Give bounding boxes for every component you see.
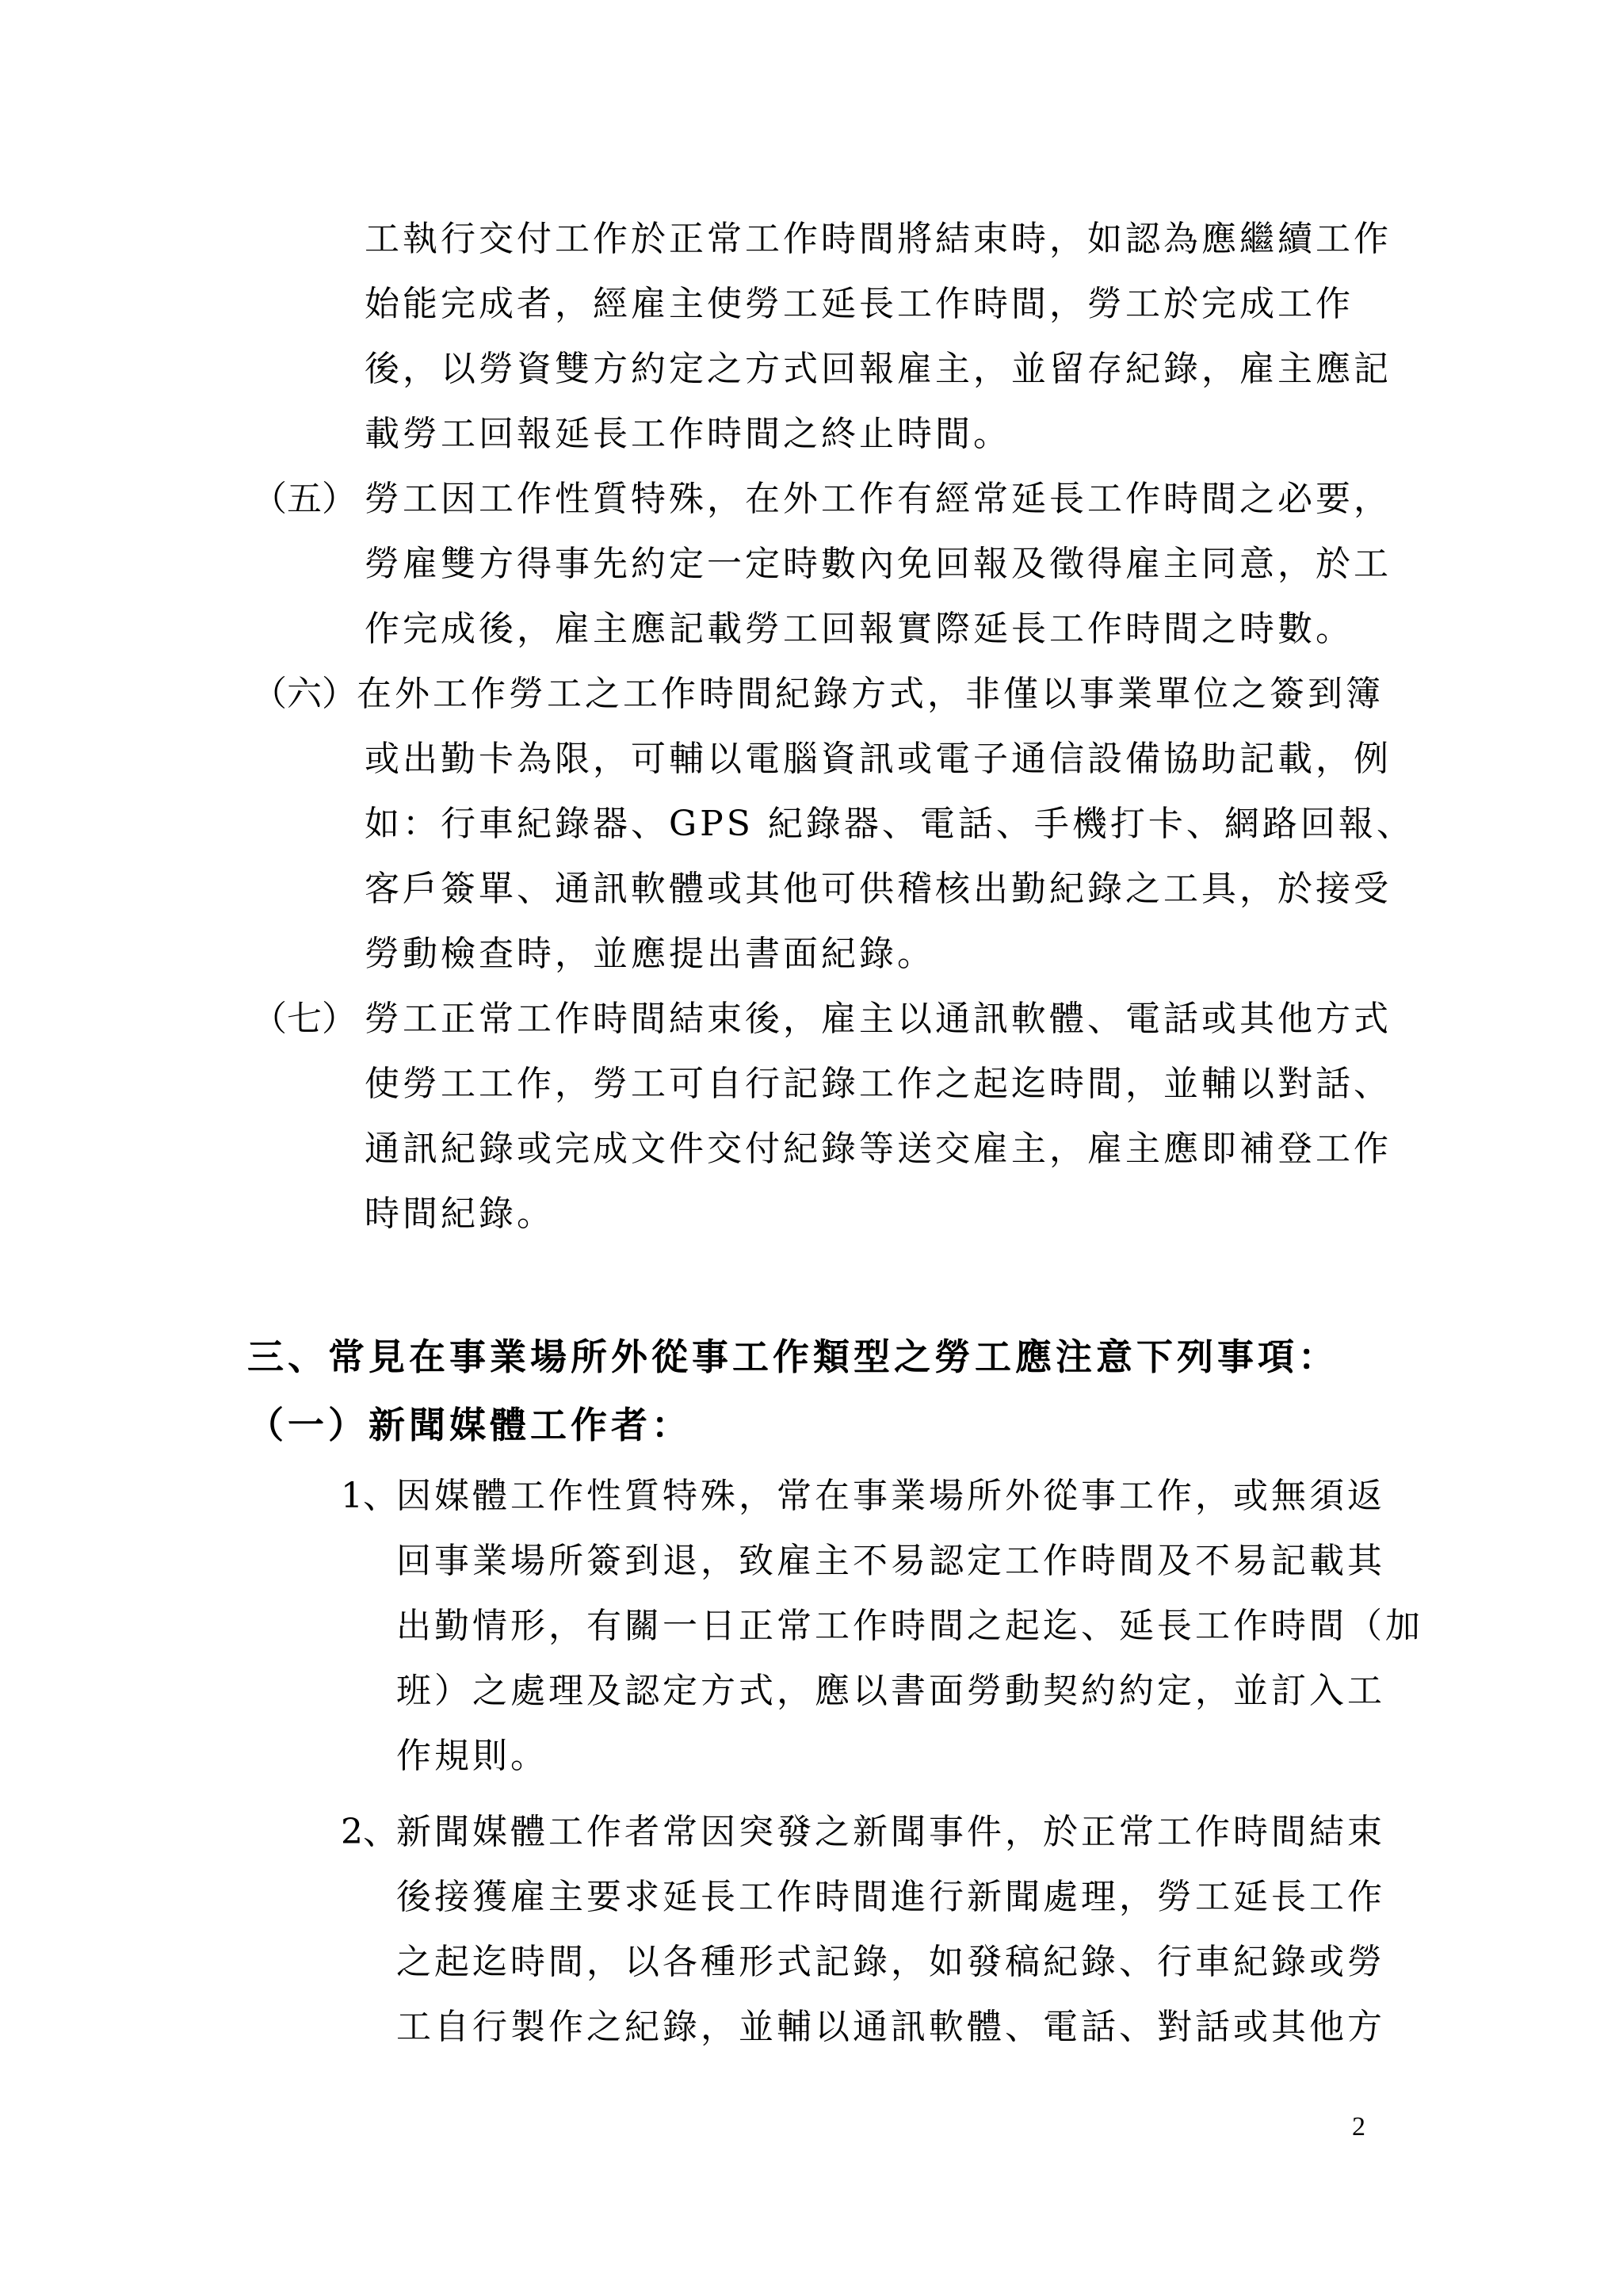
point-line: 出勤情形，有關一日正常工作時間之起迄、延長工作時間（加: [396, 1606, 1423, 1646]
item-line: 通訊紀錄或完成文件交付紀錄等送交雇主，雇主應即補登工作: [365, 1129, 1392, 1169]
item-line: 勞雇雙方得事先約定一定時數內免回報及徵得雇主同意，於工: [365, 544, 1392, 584]
paragraph-line: 載勞工回報延長工作時間之終止時間。: [365, 414, 1011, 454]
item-line: 在外工作勞工之工作時間紀錄方式，非僅以事業單位之簽到簿: [357, 674, 1384, 714]
item-line: 使勞工工作，勞工可自行記錄工作之起迄時間，並輔以對話、: [365, 1064, 1392, 1104]
page-number: 2: [1352, 2112, 1365, 2141]
item-line: 客戶簽單、通訊軟體或其他可供稽核出勤紀錄之工具，於接受: [365, 869, 1392, 909]
point-line: 作規則。: [396, 1736, 548, 1776]
item-marker: （七）: [252, 999, 357, 1039]
point-line: 後接獲雇主要求延長工作時間進行新聞處理，勞工延長工作: [396, 1877, 1385, 1917]
paragraph-line: 工執行交付工作於正常工作時間將結束時，如認為應繼續工作: [365, 219, 1392, 259]
item-line: 或出勤卡為限，可輔以電腦資訊或電子通信設備協助記載，例: [365, 739, 1392, 779]
point-marker: 1、: [341, 1476, 398, 1516]
paragraph-line: 始能完成者，經雇主使勞工延長工作時間，勞工於完成工作: [365, 284, 1354, 324]
point-line: 班）之處理及認定方式，應以書面勞動契約約定，並訂入工: [396, 1671, 1385, 1711]
item-line: 勞工正常工作時間結束後，雇主以通訊軟體、電話或其他方式: [365, 999, 1392, 1039]
item-line: 時間紀錄。: [365, 1194, 555, 1234]
point-line: 工自行製作之紀錄，並輔以通訊軟體、電話、對話或其他方: [396, 2007, 1385, 2047]
item-line: 勞動檢查時，並應提出書面紀錄。: [365, 934, 935, 974]
item-marker: （五）: [252, 479, 357, 519]
point-marker: 2、: [341, 1812, 398, 1852]
item-line: 如：行車紀錄器、GPS 紀錄器、電話、手機打卡、網路回報、: [365, 804, 1415, 844]
section-heading: 三、常見在事業場所外從事工作類型之勞工應注意下列事項：: [247, 1335, 1338, 1378]
subsection-heading: （一）新聞媒體工作者：: [247, 1404, 692, 1446]
point-line: 因媒體工作性質特殊，常在事業場所外從事工作，或無須返: [396, 1476, 1385, 1516]
item-line: 勞工因工作性質特殊，在外工作有經常延長工作時間之必要，: [365, 479, 1392, 519]
paragraph-line: 後，以勞資雙方約定之方式回報雇主，並留存紀錄，雇主應記: [365, 349, 1392, 389]
point-line: 回事業場所簽到退，致雇主不易認定工作時間及不易記載其: [396, 1541, 1385, 1581]
item-line: 作完成後，雇主應記載勞工回報實際延長工作時間之時數。: [365, 609, 1354, 649]
item-marker: （六）: [252, 674, 357, 714]
point-line: 新聞媒體工作者常因突發之新聞事件，於正常工作時間結束: [396, 1812, 1385, 1852]
point-line: 之起迄時間，以各種形式記錄，如發稿紀錄、行車紀錄或勞: [396, 1942, 1385, 1982]
